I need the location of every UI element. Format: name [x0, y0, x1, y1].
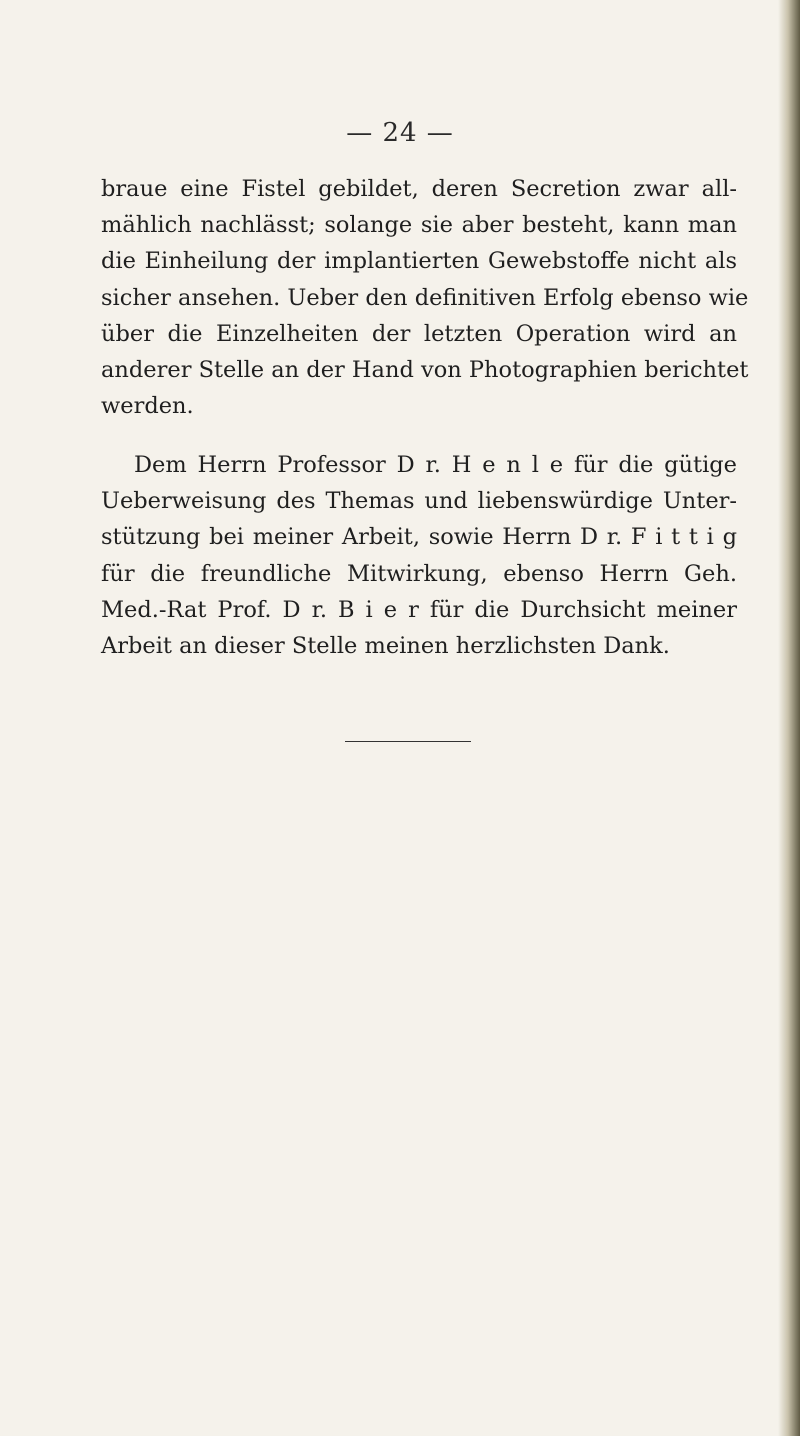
text-line: anderer Stelle an der Hand von Photographien berichtet	[101, 356, 749, 383]
section-divider-rule	[345, 741, 471, 742]
text-line: sicher ansehen. Ueber den definitiven Erfolg ebenso wie	[101, 284, 749, 311]
text-line: werden.	[101, 393, 194, 420]
text-line: Arbeit an dieser Stelle meinen herzlichsten Dank.	[101, 632, 670, 659]
text-line: braue eine Fistel gebildet, deren Secretion zwar all-	[101, 176, 737, 202]
text-line: die Einheilung der implantierten Gewebstoffe nicht als	[101, 248, 737, 275]
text-line: stützung bei meiner Arbeit, sowie Herrn D r. F i t t i g	[101, 524, 737, 551]
text-line: Dem Herrn Professor D r. H e n l e für die gütige	[134, 452, 737, 478]
paragraph-2-acknowledgement	[101, 447, 737, 664]
text-line: über die Einzelheiten der letzten Operation wird an	[101, 320, 737, 347]
paragraph-1	[101, 171, 749, 424]
page-number: — 24 —	[346, 118, 454, 148]
text-line: Ueberweisung des Themas und liebenswürdige Unter-	[101, 488, 737, 515]
text-line: Med.-Rat Prof. D r. B i e r für die Durchsicht meiner	[101, 596, 737, 623]
text-line: mählich nachlässt; solange sie aber besteht, kann man	[101, 212, 737, 239]
scan-page-edge	[778, 0, 800, 1436]
text-line: für die freundliche Mitwirkung, ebenso Herrn Geh.	[101, 560, 737, 587]
